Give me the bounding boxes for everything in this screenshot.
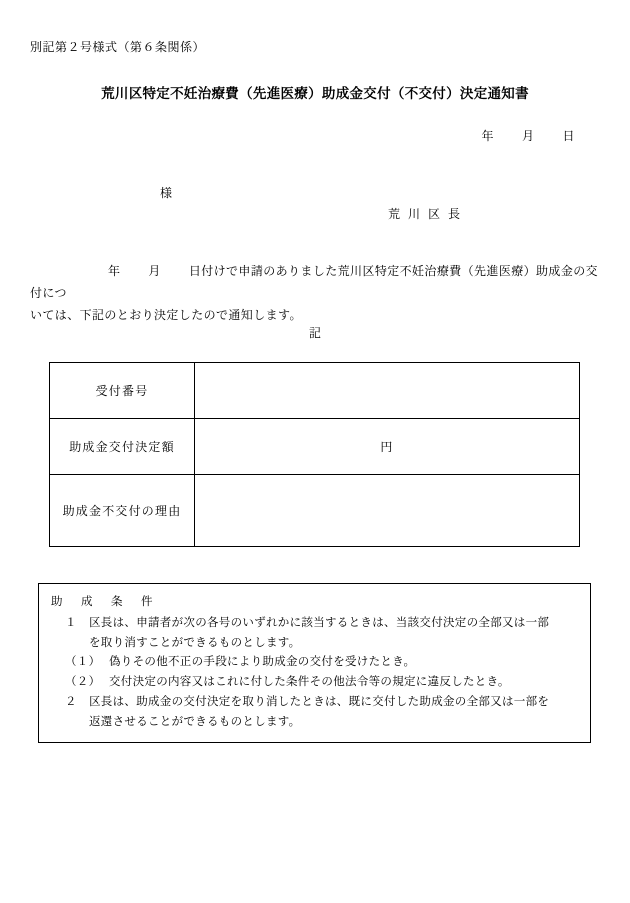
denial-reason-value <box>195 475 580 547</box>
decision-table <box>49 362 580 547</box>
body-line-2: いては、下記のとおり決定したので通知します。 <box>30 308 302 323</box>
condition-item <box>51 614 578 634</box>
condition-item <box>51 673 578 693</box>
addressee-label: 様 <box>160 186 173 200</box>
table-row <box>50 363 580 419</box>
table-row <box>50 419 580 475</box>
conditions-box <box>38 583 591 743</box>
table-row <box>50 475 580 547</box>
form-code: 別記第２号様式（第６条関係） <box>30 40 206 54</box>
condition-text: 交付決定の内容又はこれに付した条件その他法令等の規定に違反したとき。 <box>109 676 510 689</box>
condition-continuation: 返還させることができるものとします。 <box>89 715 301 728</box>
receipt-number-label: 受付番号 <box>50 363 195 419</box>
condition-text: 区長は、助成金の交付決定を取り消したときは、既に交付した助成金の全部又は一部を <box>89 695 550 708</box>
condition-text: 区長は、申請者が次の各号のいずれかに該当するときは、当該交付決定の全部又は一部 <box>89 616 550 629</box>
condition-item <box>51 653 578 673</box>
grant-amount-label: 助成金交付決定額 <box>50 419 195 475</box>
issue-date-day: 日 <box>562 129 575 143</box>
condition-continuation: を取り消すことができるものとします。 <box>89 636 301 649</box>
application-date-month: 月 <box>148 264 161 278</box>
condition-number: （１） <box>65 656 101 669</box>
condition-number: （２） <box>65 676 101 689</box>
denial-reason-label: 助成金不交付の理由 <box>50 475 195 547</box>
issue-date-year: 年 <box>481 129 494 143</box>
application-date-year: 年 <box>108 264 121 278</box>
conditions-title: 助 成 条 件 <box>51 596 156 608</box>
issue-date-month: 月 <box>521 129 535 143</box>
condition-number: １ <box>65 616 77 629</box>
issue-date-line <box>481 127 575 144</box>
ki-mark: 記 <box>308 326 321 340</box>
condition-item <box>51 693 578 713</box>
grant-amount-value: 円 <box>195 419 580 475</box>
receipt-number-value <box>195 363 580 419</box>
condition-number: ２ <box>65 695 77 708</box>
condition-text: 偽りその他不正の手段により助成金の交付を受けたとき。 <box>109 656 416 669</box>
issuer-name: 荒 川 区 長 <box>388 207 463 221</box>
body-line-1: 日付けで申請のありました荒川区特定不妊治療費（先進医療）助成金の交付につ <box>30 264 599 301</box>
body-paragraph <box>30 260 600 327</box>
page-title: 荒川区特定不妊治療費（先進医療）助成金交付（不交付）決定通知書 <box>101 86 529 101</box>
